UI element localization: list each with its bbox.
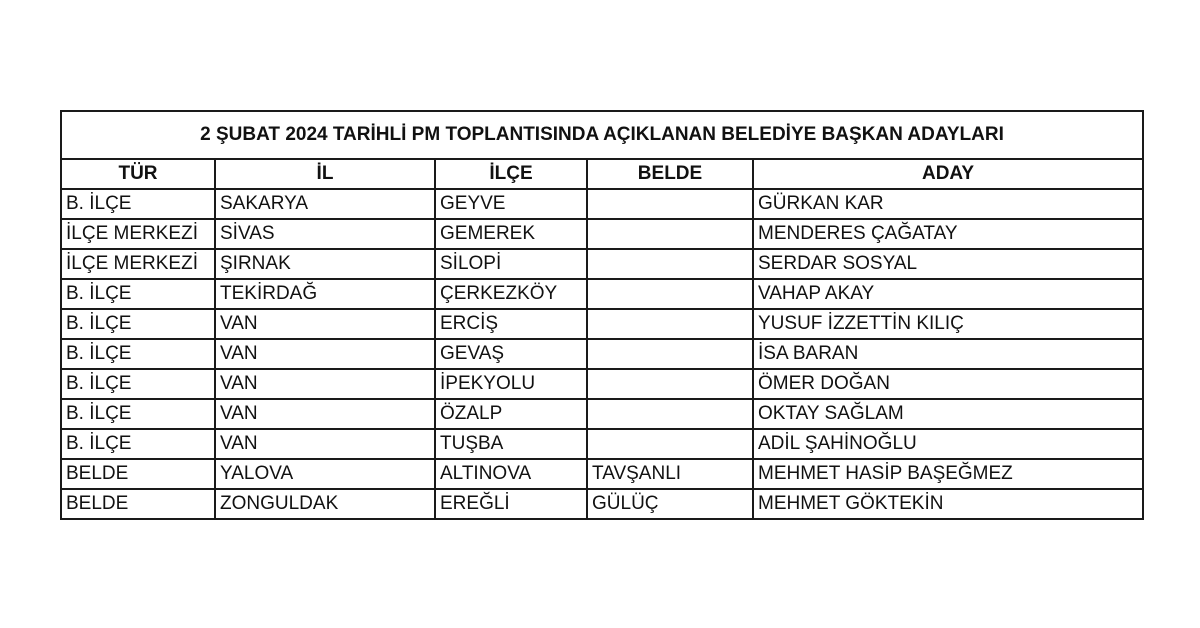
header-row [61, 159, 1143, 189]
cell-belde [587, 339, 753, 369]
cell-ilce: GEYVE [435, 189, 587, 219]
table-row [61, 399, 1143, 429]
table-row [61, 189, 1143, 219]
cell-tur: B. İLÇE [61, 279, 215, 309]
cell-tur: B. İLÇE [61, 309, 215, 339]
cell-tur: BELDE [61, 459, 215, 489]
cell-tur: BELDE [61, 489, 215, 519]
cell-belde [587, 399, 753, 429]
table-row [61, 339, 1143, 369]
cell-tur: B. İLÇE [61, 429, 215, 459]
cell-tur: B. İLÇE [61, 399, 215, 429]
cell-il: SİVAS [215, 219, 435, 249]
cell-tur: İLÇE MERKEZİ [61, 219, 215, 249]
cell-aday: ADİL ŞAHİNOĞLU [753, 429, 1143, 459]
cell-il: TEKİRDAĞ [215, 279, 435, 309]
cell-aday: MENDERES ÇAĞATAY [753, 219, 1143, 249]
cell-aday: MEHMET HASİP BAŞEĞMEZ [753, 459, 1143, 489]
cell-ilce: ALTINOVA [435, 459, 587, 489]
cell-aday: VAHAP AKAY [753, 279, 1143, 309]
cell-ilce: TUŞBA [435, 429, 587, 459]
cell-aday: ÖMER DOĞAN [753, 369, 1143, 399]
cell-ilce: GEMEREK [435, 219, 587, 249]
table-row [61, 279, 1143, 309]
cell-belde [587, 279, 753, 309]
cell-ilce: ERCİŞ [435, 309, 587, 339]
cell-il: ZONGULDAK [215, 489, 435, 519]
cell-tur: B. İLÇE [61, 189, 215, 219]
cell-ilce: SİLOPİ [435, 249, 587, 279]
cell-aday: OKTAY SAĞLAM [753, 399, 1143, 429]
cell-belde: GÜLÜÇ [587, 489, 753, 519]
table-row [61, 429, 1143, 459]
cell-il: VAN [215, 369, 435, 399]
cell-il: YALOVA [215, 459, 435, 489]
cell-ilce: ÇERKEZKÖY [435, 279, 587, 309]
title-row [61, 111, 1143, 159]
cell-il: ŞIRNAK [215, 249, 435, 279]
header-ilce: İLÇE [435, 159, 587, 189]
cell-belde [587, 429, 753, 459]
cell-il: VAN [215, 429, 435, 459]
cell-belde: TAVŞANLI [587, 459, 753, 489]
candidates-table [60, 110, 1144, 520]
cell-il: VAN [215, 309, 435, 339]
header-il: İL [215, 159, 435, 189]
table-row [61, 459, 1143, 489]
cell-tur: B. İLÇE [61, 339, 215, 369]
cell-belde [587, 369, 753, 399]
cell-aday: GÜRKAN KAR [753, 189, 1143, 219]
table-row [61, 369, 1143, 399]
cell-belde [587, 189, 753, 219]
cell-ilce: İPEKYOLU [435, 369, 587, 399]
table-row [61, 309, 1143, 339]
cell-aday: MEHMET GÖKTEKİN [753, 489, 1143, 519]
cell-tur: İLÇE MERKEZİ [61, 249, 215, 279]
cell-aday: SERDAR SOSYAL [753, 249, 1143, 279]
cell-belde [587, 309, 753, 339]
cell-il: SAKARYA [215, 189, 435, 219]
table-row [61, 249, 1143, 279]
header-belde: BELDE [587, 159, 753, 189]
cell-ilce: EREĞLİ [435, 489, 587, 519]
table-row [61, 489, 1143, 519]
cell-ilce: ÖZALP [435, 399, 587, 429]
cell-tur: B. İLÇE [61, 369, 215, 399]
cell-belde [587, 249, 753, 279]
cell-il: VAN [215, 339, 435, 369]
table-title: 2 ŞUBAT 2024 TARİHLİ PM TOPLANTISINDA AÇIKLANAN BELEDİYE BAŞKAN ADAYLARI [61, 111, 1143, 159]
cell-belde [587, 219, 753, 249]
table-row [61, 219, 1143, 249]
cell-aday: İSA BARAN [753, 339, 1143, 369]
cell-ilce: GEVAŞ [435, 339, 587, 369]
cell-aday: YUSUF İZZETTİN KILIÇ [753, 309, 1143, 339]
table-body [61, 189, 1143, 519]
header-aday: ADAY [753, 159, 1143, 189]
header-tur: TÜR [61, 159, 215, 189]
cell-il: VAN [215, 399, 435, 429]
